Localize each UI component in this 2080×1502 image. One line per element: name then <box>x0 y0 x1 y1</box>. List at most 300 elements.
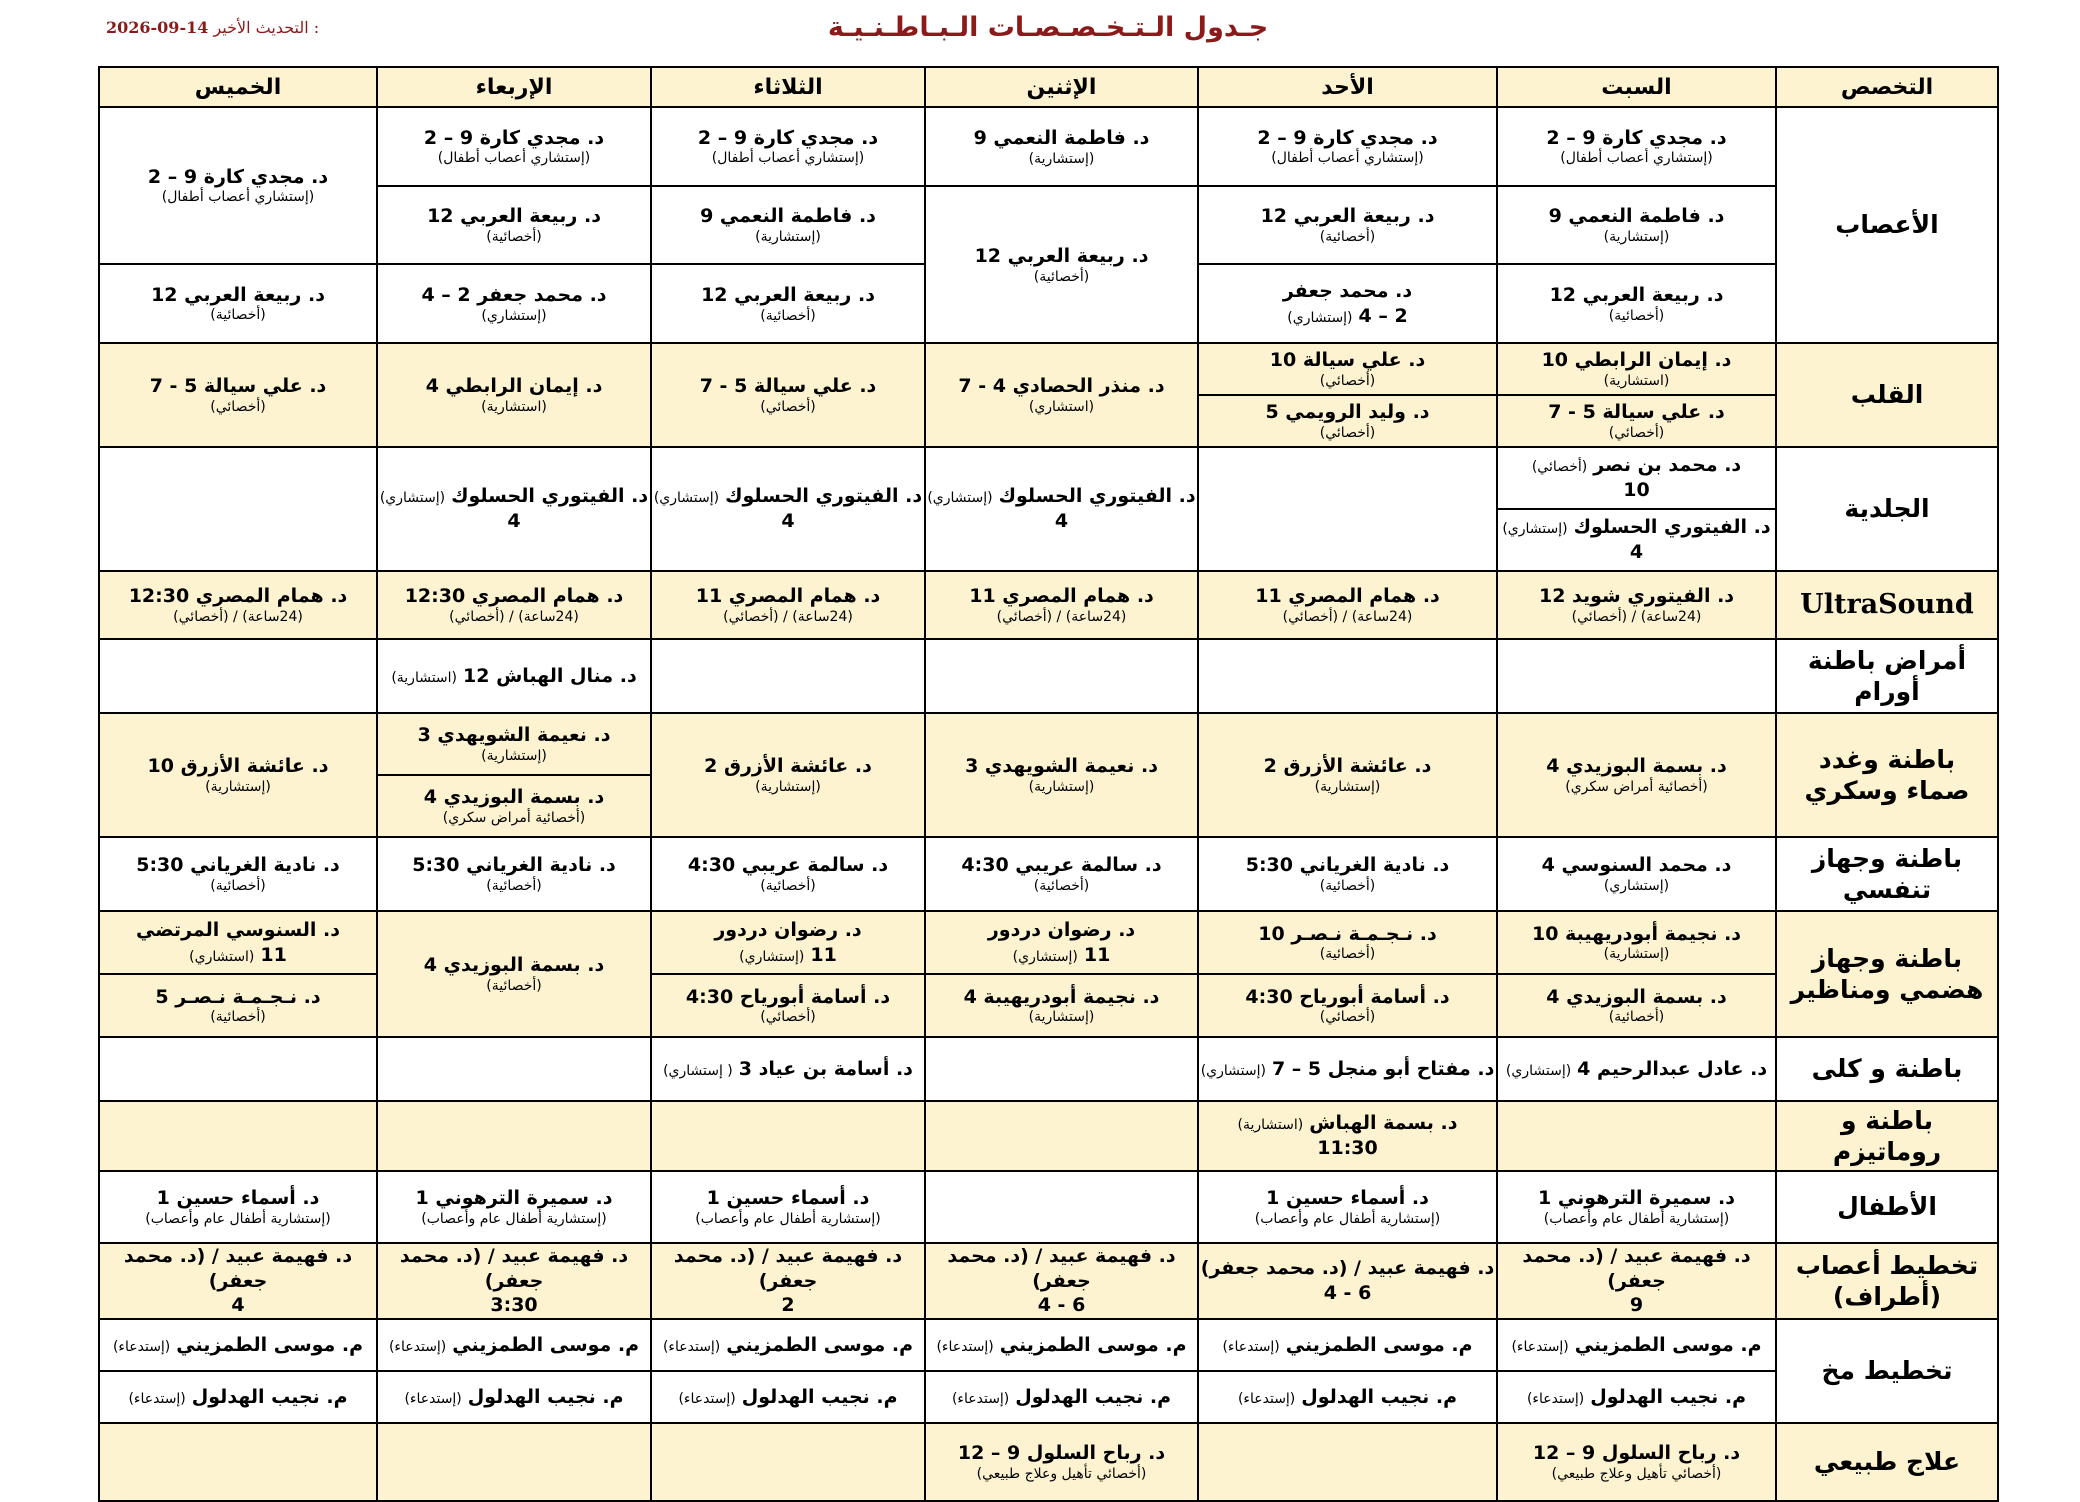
day-cell <box>1198 1101 1497 1171</box>
doctor-note: (أخصائية) <box>210 307 266 324</box>
doctor-note: (استشارية) <box>1603 372 1670 389</box>
day-cell <box>651 343 925 447</box>
table-row <box>99 837 1998 911</box>
time-slot <box>652 1424 924 1500</box>
doctor-name: 2 – 4 <box>1358 304 1408 327</box>
doctor-note: (إستدعاء) <box>662 1338 721 1355</box>
time-slot <box>652 973 924 1036</box>
time-slot <box>926 1424 1197 1500</box>
time-slot <box>1199 912 1496 973</box>
time-slot <box>926 640 1197 712</box>
day-cell <box>1497 911 1776 1037</box>
doctor-name: د. أسماء حسين 1 <box>1266 1187 1429 1210</box>
day-cell <box>99 713 377 837</box>
doctor-line <box>1246 853 1450 878</box>
specialty-cell: باطنة وجهاز تنفسي <box>1776 837 1998 911</box>
doctor-name: د. مفتاح أبو منجل 5 – 7 <box>1271 1057 1495 1080</box>
doctor-line <box>426 374 603 399</box>
time-slot <box>1498 1102 1775 1170</box>
doctor-line <box>1324 1281 1372 1306</box>
doctor-line <box>1287 304 1407 329</box>
doctor-line <box>378 1244 650 1293</box>
doctor-note: (إستشارية) <box>1603 228 1670 245</box>
day-cell <box>651 1171 925 1243</box>
doctor-name: د. مجدي كارة 9 – 2 <box>1546 126 1727 149</box>
time-slot <box>926 1038 1197 1100</box>
doctor-name: م. نجيب الهدلول <box>1590 1385 1747 1408</box>
day-cell <box>377 1319 651 1423</box>
doctor-line <box>1546 754 1727 779</box>
doctor-line <box>157 1186 320 1211</box>
doctor-name: د. رباح السلول 9 – 12 <box>957 1442 1166 1465</box>
doctor-line <box>663 1057 913 1082</box>
time-slot <box>1498 838 1775 910</box>
time-slot <box>100 1102 376 1170</box>
time-slot <box>1498 394 1775 446</box>
doctor-line <box>686 985 890 1010</box>
doctor-name: 3:30 <box>490 1294 538 1317</box>
doctor-line <box>416 1186 613 1211</box>
time-slot <box>378 263 650 342</box>
doctor-line <box>136 853 340 878</box>
table-row <box>99 447 1998 571</box>
doctor-name: د. محمد جعفر <box>1282 279 1413 302</box>
specialty-cell: UltraSound <box>1776 571 1998 639</box>
doctor-line <box>1261 204 1435 229</box>
day-cell <box>99 1243 377 1319</box>
doctor-name: د. بسمة البوزيدي 4 <box>423 954 605 977</box>
specialty-cell: علاج طبيعي <box>1776 1423 1998 1501</box>
doctor-note: (24ساعة) / (أخصائي) <box>1282 608 1413 625</box>
doctor-name: 6 - 4 <box>1037 1294 1086 1317</box>
doctor-note: (إستشارية) <box>1314 778 1381 795</box>
doctor-name: د. ربيعة العربي 12 <box>151 283 325 306</box>
time-slot <box>652 1370 924 1422</box>
time-slot <box>652 1038 924 1100</box>
day-cell <box>1198 713 1497 837</box>
doctor-note: (أخصائية) <box>1033 877 1090 894</box>
doctor-note: (أخصائية) <box>1319 228 1376 245</box>
doctor-name: د. الفيتوري الحسلوك <box>1573 516 1771 539</box>
doctor-note: (إستشاري) <box>1505 1062 1572 1079</box>
time-slot <box>1498 1424 1775 1500</box>
doctor-line <box>1533 1441 1740 1466</box>
doctor-name: د. رباح السلول 9 – 12 <box>1532 1442 1741 1465</box>
doctor-note: (إستشاري) <box>1012 948 1078 965</box>
day-cell <box>925 447 1198 571</box>
time-slot <box>1199 1320 1496 1370</box>
table-row <box>99 107 1998 343</box>
doctor-note: (أخصائي) <box>1319 424 1376 441</box>
time-slot <box>652 912 924 973</box>
doctor-name: د. رضوان دردور <box>714 918 862 941</box>
doctor-note: (إستشاري) <box>481 307 547 324</box>
doctor-name: 4 <box>781 510 795 532</box>
doctor-note: (إستدعاء) <box>404 1390 462 1407</box>
time-slot <box>100 1424 376 1500</box>
table-row <box>99 1243 1998 1319</box>
doctor-note: (24ساعة) / (أخصائي) <box>1571 608 1702 625</box>
doctor-name: م. موسى الطمزيني <box>452 1333 640 1356</box>
doctor-note: (أخصائية) <box>760 877 816 894</box>
doctor-line <box>701 283 875 308</box>
day-cell <box>377 911 651 1037</box>
header-specialty: التخصص <box>1776 67 1998 107</box>
doctor-note: (أخصائي تأهيل وعلاج طبيعي) <box>976 1465 1147 1482</box>
doctor-name: د. ربيعة العربي 12 <box>427 205 601 228</box>
doctor-name: د. همام المصري 11 <box>1255 585 1440 608</box>
day-cell <box>1198 343 1497 447</box>
day-cell <box>1497 639 1776 713</box>
day-cell <box>1497 1101 1776 1171</box>
doctor-name: د. همام المصري 11 <box>695 585 881 608</box>
doctor-line <box>1245 985 1449 1010</box>
day-cell <box>377 1101 651 1171</box>
doctor-name: 2 <box>781 1294 795 1317</box>
doctor-note: (إستشاري أعصاب أطفال) <box>161 189 315 206</box>
specialty-cell: الأطفال <box>1776 1171 1998 1243</box>
day-cell <box>377 107 651 343</box>
doctor-note: (أخصائية أمراض سكري) <box>442 809 586 826</box>
doctor-line <box>427 204 601 229</box>
doctor-note: (إستدعاء) <box>678 1390 736 1407</box>
doctor-note: (24ساعة) / (أخصائي) <box>449 608 579 625</box>
time-slot <box>100 838 376 910</box>
time-slot <box>652 640 924 712</box>
day-cell <box>651 447 925 571</box>
doctor-line <box>1532 453 1741 478</box>
time-slot <box>1199 640 1496 712</box>
doctor-name: د. سميرة الترهوني 1 <box>415 1187 613 1210</box>
doctor-line <box>652 1244 924 1293</box>
doctor-name: د. نعيمة الشويهدي 3 <box>417 724 611 747</box>
doctor-name: د. فهيمة عبيد / (د. محمد جعفر) <box>399 1244 629 1292</box>
doctor-name: د. أسامة أبورياح 4:30 <box>1245 985 1450 1008</box>
time-slot <box>100 1370 376 1422</box>
day-cell <box>99 1037 377 1101</box>
day-cell <box>651 1101 925 1171</box>
doctor-note: (إستشارية) <box>1028 150 1095 167</box>
time-slot <box>100 1038 376 1100</box>
doctor-name: د. نادية الغرياني 5:30 <box>412 854 616 877</box>
doctor-line <box>1264 754 1432 779</box>
time-slot <box>378 572 650 638</box>
doctor-line <box>418 723 611 748</box>
doctor-name: د. علي سيالة 5 - 7 <box>699 375 877 398</box>
doctor-line <box>424 953 605 978</box>
doctor-line <box>781 1293 794 1318</box>
doctor-note: (إستشاري أعصاب أطفال) <box>711 150 865 167</box>
doctor-note: (أخصائية) <box>486 977 542 994</box>
day-cell <box>377 447 651 571</box>
doctor-note: (إستشاري أعصاب أطفال) <box>1560 150 1713 167</box>
time-slot <box>652 185 924 264</box>
table-row <box>99 1101 1998 1171</box>
doctor-line <box>148 165 328 190</box>
day-cell <box>1497 1319 1776 1423</box>
doctor-note: (أخصائي) <box>1531 459 1588 476</box>
day-cell <box>99 1171 377 1243</box>
doctor-note: (إستدعاء) <box>936 1338 994 1355</box>
doctor-line <box>1055 509 1068 534</box>
day-cell <box>99 1423 377 1501</box>
day-cell <box>1497 571 1776 639</box>
page-header <box>98 8 1998 56</box>
doctor-line <box>974 126 1150 151</box>
doctor-name: د. نجيمة أبودريهيبة 4 <box>963 985 1160 1008</box>
doctor-line <box>696 584 881 609</box>
doctor-name: د. فاطمة النعمي 9 <box>1548 205 1725 228</box>
day-cell <box>1497 447 1776 571</box>
doctor-line <box>952 1385 1171 1410</box>
doctor-line <box>1511 1333 1761 1358</box>
time-slot <box>652 572 924 638</box>
doctor-name: د. مجدي كارة 9 – 2 <box>1257 126 1438 149</box>
specialty-cell: القلب <box>1776 343 1998 447</box>
time-slot <box>1498 263 1775 342</box>
doctor-line <box>1222 1333 1472 1358</box>
doctor-note: (إستشاري أعصاب أطفال) <box>1271 150 1424 167</box>
time-slot <box>100 973 376 1036</box>
doctor-line <box>663 1333 913 1358</box>
doctor-note: (إستشارية) <box>755 228 821 245</box>
time-slot <box>1199 108 1496 185</box>
time-slot <box>378 774 650 836</box>
doctor-line <box>1538 1186 1735 1211</box>
time-slot <box>926 1320 1197 1370</box>
doctor-note: (إستشاري) <box>927 490 993 507</box>
doctor-name: م. نجيب الهدلول <box>1015 1385 1172 1408</box>
time-slot <box>100 1172 376 1242</box>
doctor-name: د. نادية الغرياني 5:30 <box>1245 854 1450 877</box>
doctor-name: 11 <box>1083 943 1111 966</box>
doctor-line <box>412 853 616 878</box>
doctor-name: د. منذر الحصادي 4 - 7 <box>958 375 1165 398</box>
doctor-note: (أخصائية) <box>210 1009 266 1026</box>
day-cell <box>99 571 377 639</box>
time-slot <box>926 185 1197 342</box>
doctor-note: ( إستشاري) <box>663 1062 733 1079</box>
doctor-name: د. فهيمة عبيد / (د. محمد جعفر) <box>1522 1244 1751 1292</box>
day-cell <box>651 837 925 911</box>
day-cell <box>651 911 925 1037</box>
time-slot <box>378 185 650 264</box>
specialty-cell: باطنة و روماتيزم <box>1776 1101 1998 1171</box>
time-slot <box>926 714 1197 836</box>
time-slot <box>652 1320 924 1370</box>
doctor-name: م. نجيب الهدلول <box>1301 1385 1458 1408</box>
doctor-name: د. وليد الرويمي 5 <box>1265 401 1430 424</box>
doctor-line <box>405 584 624 609</box>
doctor-line <box>1258 922 1437 947</box>
page-title: جـدول الـتـخـصـصـات الـبـاطـنـيـة <box>827 12 1269 43</box>
doctor-name: د. بسمة البوزيدي 4 <box>423 786 605 809</box>
day-cell <box>99 447 377 571</box>
doctor-name: 11 <box>260 943 287 966</box>
doctor-note: (أخصائية) <box>1608 307 1665 324</box>
doctor-name: د. علي سيالة 5 - 7 <box>1548 401 1725 424</box>
doctor-name: د. الفيتوري شويد 12 <box>1538 585 1735 608</box>
time-slot <box>378 1370 650 1422</box>
day-cell <box>925 837 1198 911</box>
doctor-line <box>389 1333 639 1358</box>
specialty-cell: باطنة و كلى <box>1776 1037 1998 1101</box>
day-cell <box>1497 1037 1776 1101</box>
header-row <box>99 67 1998 107</box>
day-cell <box>1198 1171 1497 1243</box>
doctor-line <box>958 1441 1165 1466</box>
time-slot <box>1498 1320 1775 1370</box>
doctor-line <box>975 244 1149 269</box>
doctor-line <box>1238 1111 1458 1136</box>
day-cell <box>1198 571 1497 639</box>
time-slot <box>1199 1370 1496 1422</box>
time-slot <box>100 714 376 836</box>
day-cell <box>651 1423 925 1501</box>
doctor-line <box>421 283 606 308</box>
time-slot <box>926 572 1197 638</box>
time-slot <box>100 1320 376 1370</box>
doctor-note: (أخصائي) <box>760 398 816 415</box>
doctor-line <box>151 283 325 308</box>
day-cell <box>1497 837 1776 911</box>
day-cell <box>377 639 651 713</box>
time-slot <box>1199 394 1496 446</box>
doctor-name: 4 <box>1054 510 1069 532</box>
doctor-line <box>700 204 876 229</box>
doctor-name: د. عائشة الأزرق 2 <box>704 755 872 778</box>
doctor-name: د. عادل عبدالرحيم 4 <box>1577 1057 1768 1080</box>
time-slot <box>378 1038 650 1100</box>
doctor-note: (أخصائية) <box>210 877 266 894</box>
doctor-name: 4 <box>507 510 521 532</box>
time-slot <box>1498 640 1775 712</box>
day-cell <box>99 837 377 911</box>
doctor-line <box>1201 1256 1494 1281</box>
doctor-note: (أخصائية) <box>1033 268 1090 285</box>
day-cell <box>377 837 651 911</box>
doctor-note: (إستشاري) <box>1502 521 1568 538</box>
doctor-name: د. ربيعة العربي 12 <box>701 283 875 306</box>
time-slot <box>100 912 376 973</box>
time-slot <box>652 108 924 185</box>
day-cell <box>651 571 925 639</box>
doctor-name: د. إيمان الرابطي 10 <box>1541 349 1732 372</box>
doctor-note: (استشاري) <box>1028 398 1095 415</box>
time-slot <box>1199 1172 1496 1242</box>
time-slot <box>378 1244 650 1318</box>
doctor-note: (إستشاري) <box>1603 877 1670 894</box>
doctor-line <box>1630 1293 1643 1318</box>
doctor-name: د. رضوان دردور <box>987 918 1136 941</box>
time-slot <box>926 448 1197 570</box>
doctor-line <box>1317 1136 1377 1161</box>
doctor-note: (إستشارية) <box>481 747 547 764</box>
update-label: التحديث الأخير : <box>213 18 320 37</box>
day-cell <box>1497 1423 1776 1501</box>
time-slot <box>1199 344 1496 394</box>
doctor-line <box>1550 283 1724 308</box>
day-cell <box>99 911 377 1037</box>
time-slot <box>378 1424 650 1500</box>
doctor-name: م. موسى الطمزيني <box>1574 1333 1762 1356</box>
doctor-name: د. علي سيالة 10 <box>1269 349 1426 372</box>
day-cell <box>1198 639 1497 713</box>
doctor-name: م. موسى الطمزيني <box>1285 1333 1473 1356</box>
doctor-name: د. سميرة الترهوني 1 <box>1538 1187 1735 1210</box>
doctor-name: د. نـجـمـة نـصـر 10 <box>1258 922 1437 945</box>
table-row <box>99 1319 1998 1423</box>
day-cell <box>99 107 377 343</box>
doctor-name: د. نعيمة الشويهدي 3 <box>965 755 1158 778</box>
doctor-name: د. مجدي كارة 9 – 2 <box>423 126 605 149</box>
time-slot <box>926 1102 1197 1170</box>
doctor-name: 4 <box>1629 541 1644 563</box>
table-row <box>99 1423 1998 1501</box>
table-row <box>99 639 1998 713</box>
day-cell <box>1497 713 1776 837</box>
day-cell <box>925 1243 1198 1319</box>
doctor-line <box>707 1186 870 1211</box>
day-cell <box>1198 911 1497 1037</box>
doctor-name: د. محمد جعفر 2 – 4 <box>421 283 607 306</box>
doctor-note: (إستشاري) <box>739 948 805 965</box>
doctor-line <box>189 943 287 968</box>
doctor-note: (إستشارية أطفال عام وأعصاب) <box>1543 1210 1730 1227</box>
doctor-line <box>380 484 648 509</box>
doctor-line <box>1265 400 1429 425</box>
day-cell <box>1198 107 1497 343</box>
day-cell <box>651 1319 925 1423</box>
time-slot <box>1199 185 1496 264</box>
doctor-name: د. سالمة عريبي 4:30 <box>687 854 889 877</box>
doctor-name: د. إيمان الرابطي 4 <box>425 375 603 398</box>
time-slot <box>1199 1424 1496 1500</box>
table-row <box>99 1037 1998 1101</box>
doctor-name: د. أسامة بن عياد 3 <box>738 1057 913 1080</box>
doctor-line <box>964 985 1160 1010</box>
day-cell <box>1497 107 1776 343</box>
doctor-name: د. همام المصري 12:30 <box>404 585 624 608</box>
day-cell <box>1198 1423 1497 1501</box>
day-cell <box>377 571 651 639</box>
doctor-line <box>1527 1385 1746 1410</box>
time-slot <box>1199 448 1496 570</box>
doctor-line <box>1542 853 1732 878</box>
doctor-note: (استشارية) <box>391 669 457 686</box>
doctor-note: (أخصائي) <box>1319 372 1376 389</box>
time-slot <box>926 912 1197 973</box>
specialty-cell: تخطيط أعصاب (أطراف) <box>1776 1243 1998 1319</box>
doctor-line <box>698 126 878 151</box>
day-cell <box>651 107 925 343</box>
doctor-note: (إستشاري) <box>1287 309 1353 326</box>
doctor-note: (أخصائي) <box>760 1009 816 1026</box>
doctor-name: د. السنوسي المرتضي <box>135 918 341 941</box>
doctor-note: (إستدعاء) <box>951 1390 1010 1407</box>
doctor-line <box>231 1293 244 1318</box>
doctor-line <box>424 126 604 151</box>
doctor-line <box>1623 478 1649 503</box>
doctor-name: 11 <box>810 943 837 966</box>
day-cell <box>377 1037 651 1101</box>
update-date: 2026-09-14 <box>106 18 209 37</box>
doctor-line <box>1498 1244 1775 1293</box>
time-slot <box>652 1102 924 1170</box>
time-slot <box>100 572 376 638</box>
time-slot <box>926 344 1197 446</box>
doctor-note: (إستشارية) <box>1028 778 1095 795</box>
